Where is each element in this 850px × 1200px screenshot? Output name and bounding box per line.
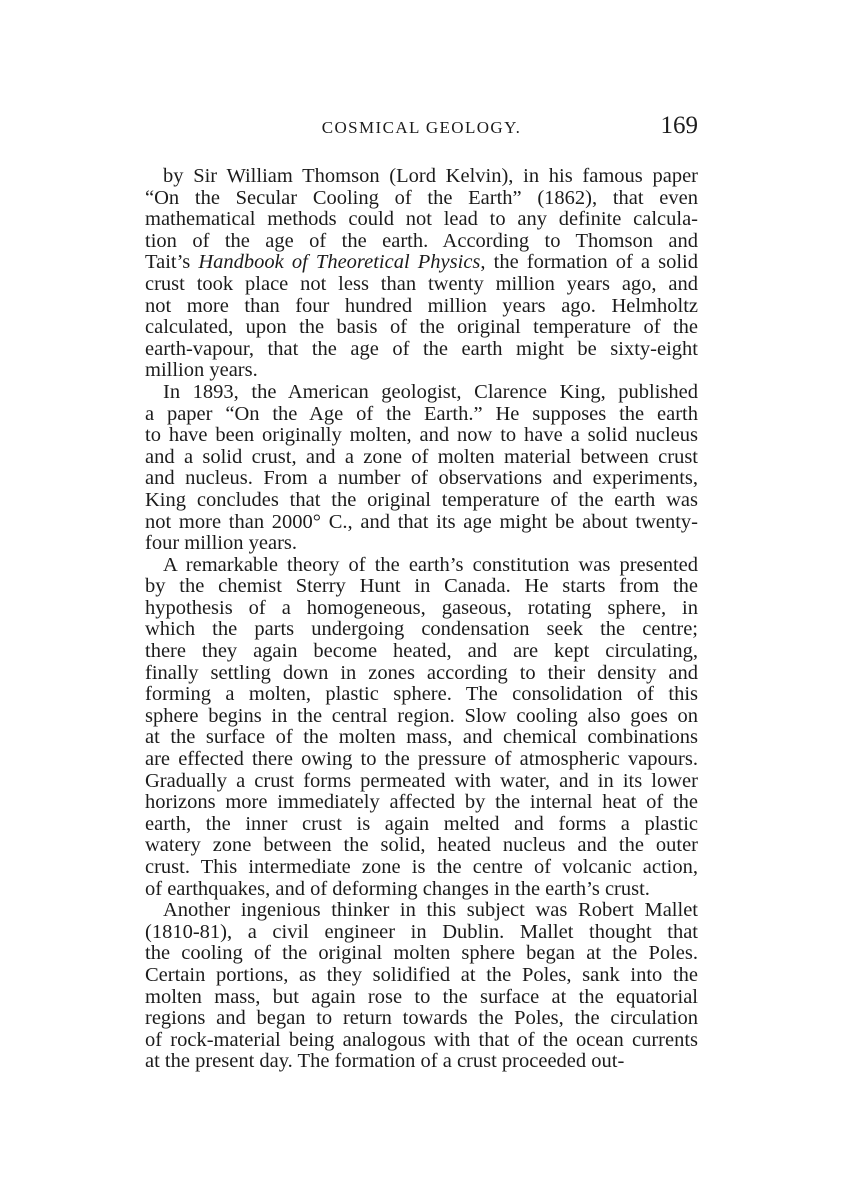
text-line: calculated, upon the basis of the original temperature of the: [145, 316, 698, 339]
text-line: million years.: [145, 359, 258, 382]
text-line: a paper “On the Age of the Earth.” He supposes the earth: [145, 402, 698, 425]
text-line: Certain portions, as they solidified at the Poles, sank into the: [145, 963, 698, 986]
text-line: by the chemist Sterry Hunt in Canada. He starts from the: [145, 575, 698, 598]
paragraph: [145, 555, 698, 901]
text-line: are effected there owing to the pressure of atmospheric vapours.: [145, 748, 698, 771]
text-segment: Tait’s: [145, 251, 199, 274]
text-line: (1810-81), a civil engineer in Dublin. Mallet thought that: [145, 920, 698, 943]
text-line: A remarkable theory of the earth’s constitution was presented: [163, 553, 698, 576]
text-line: not more than 2000° C., and that its age might be about twenty-: [145, 510, 698, 533]
text-line: regions and began to return towards the Poles, the circulation: [145, 1007, 698, 1030]
text-line: and a solid crust, and a zone of molten material between crust: [145, 445, 698, 468]
text-line: finally settling down in zones according to their density and: [145, 661, 698, 684]
text-line: [145, 252, 698, 274]
book-title-italic: Handbook of Theoretical Physics: [198, 251, 481, 274]
text-line: forming a molten, plastic sphere. The consolidation of this: [145, 683, 698, 706]
text-line: mathematical methods could not lead to any definite calcula-: [145, 208, 698, 231]
text-line: Gradually a crust forms permeated with water, and in its lower: [145, 769, 698, 792]
text-line: by Sir William Thomson (Lord Kelvin), in his famous paper: [163, 165, 698, 187]
text-line: at the present day. The formation of a crust proceeded out-: [145, 1050, 625, 1073]
text-line: which the parts undergoing condensation seek the centre;: [145, 618, 698, 641]
text-line: King concludes that the original temperature of the earth was: [145, 488, 698, 511]
running-head: [145, 112, 698, 148]
text-line: tion of the age of the earth. According to Thomson and: [145, 229, 698, 252]
text-line: to have been originally molten, and now to have a solid nucleus: [145, 424, 698, 447]
text-line: Another ingenious thinker in this subject was Robert Mallet: [163, 899, 698, 922]
text-line: In 1893, the American geologist, Clarence King, published: [163, 380, 698, 403]
page-number: 169: [660, 112, 698, 139]
text-line: crust. This intermediate zone is the centre of volcanic action,: [145, 856, 698, 878]
paragraph: [145, 166, 698, 382]
text-line: earth, the inner crust is again melted and forms a plastic: [145, 812, 698, 835]
paragraph: [145, 382, 698, 555]
text-line: of rock-material being analogous with that of the ocean currents: [145, 1028, 698, 1051]
text-line: and nucleus. From a number of observations and experiments,: [145, 467, 698, 490]
paragraph: [145, 900, 698, 1073]
text-line: “On the Secular Cooling of the Earth” (1862), that even: [145, 186, 698, 209]
text-line: molten mass, but again rose to the surface at the equatorial: [145, 985, 698, 1008]
text-line: there they again become heated, and are kept circulating,: [145, 640, 698, 663]
text-line: the cooling of the original molten sphere began at the Poles.: [145, 942, 698, 965]
body-text: [145, 166, 698, 1073]
text-line: crust took place not less than twenty million years ago, and: [145, 272, 698, 295]
text-line: of earthquakes, and of deforming changes in the earth’s crust.: [145, 877, 650, 900]
text-line: hypothesis of a homogeneous, gaseous, rotating sphere, in: [145, 596, 698, 619]
text-line: horizons more immediately affected by the internal heat of the: [145, 791, 698, 814]
text-line: four million years.: [145, 532, 298, 555]
running-head-title: COSMICAL GEOLOGY.: [321, 118, 522, 137]
text-line: earth-vapour, that the age of the earth might be sixty-eight: [145, 337, 698, 360]
text-line: watery zone between the solid, heated nucleus and the outer: [145, 834, 698, 857]
text-line: at the surface of the molten mass, and chemical combinations: [145, 726, 698, 749]
text-segment: , the formation of a solid: [480, 251, 698, 274]
text-line: sphere begins in the central region. Slow cooling also goes on: [145, 704, 698, 727]
text-line: not more than four hundred million years ago. Helmholtz: [145, 294, 698, 317]
